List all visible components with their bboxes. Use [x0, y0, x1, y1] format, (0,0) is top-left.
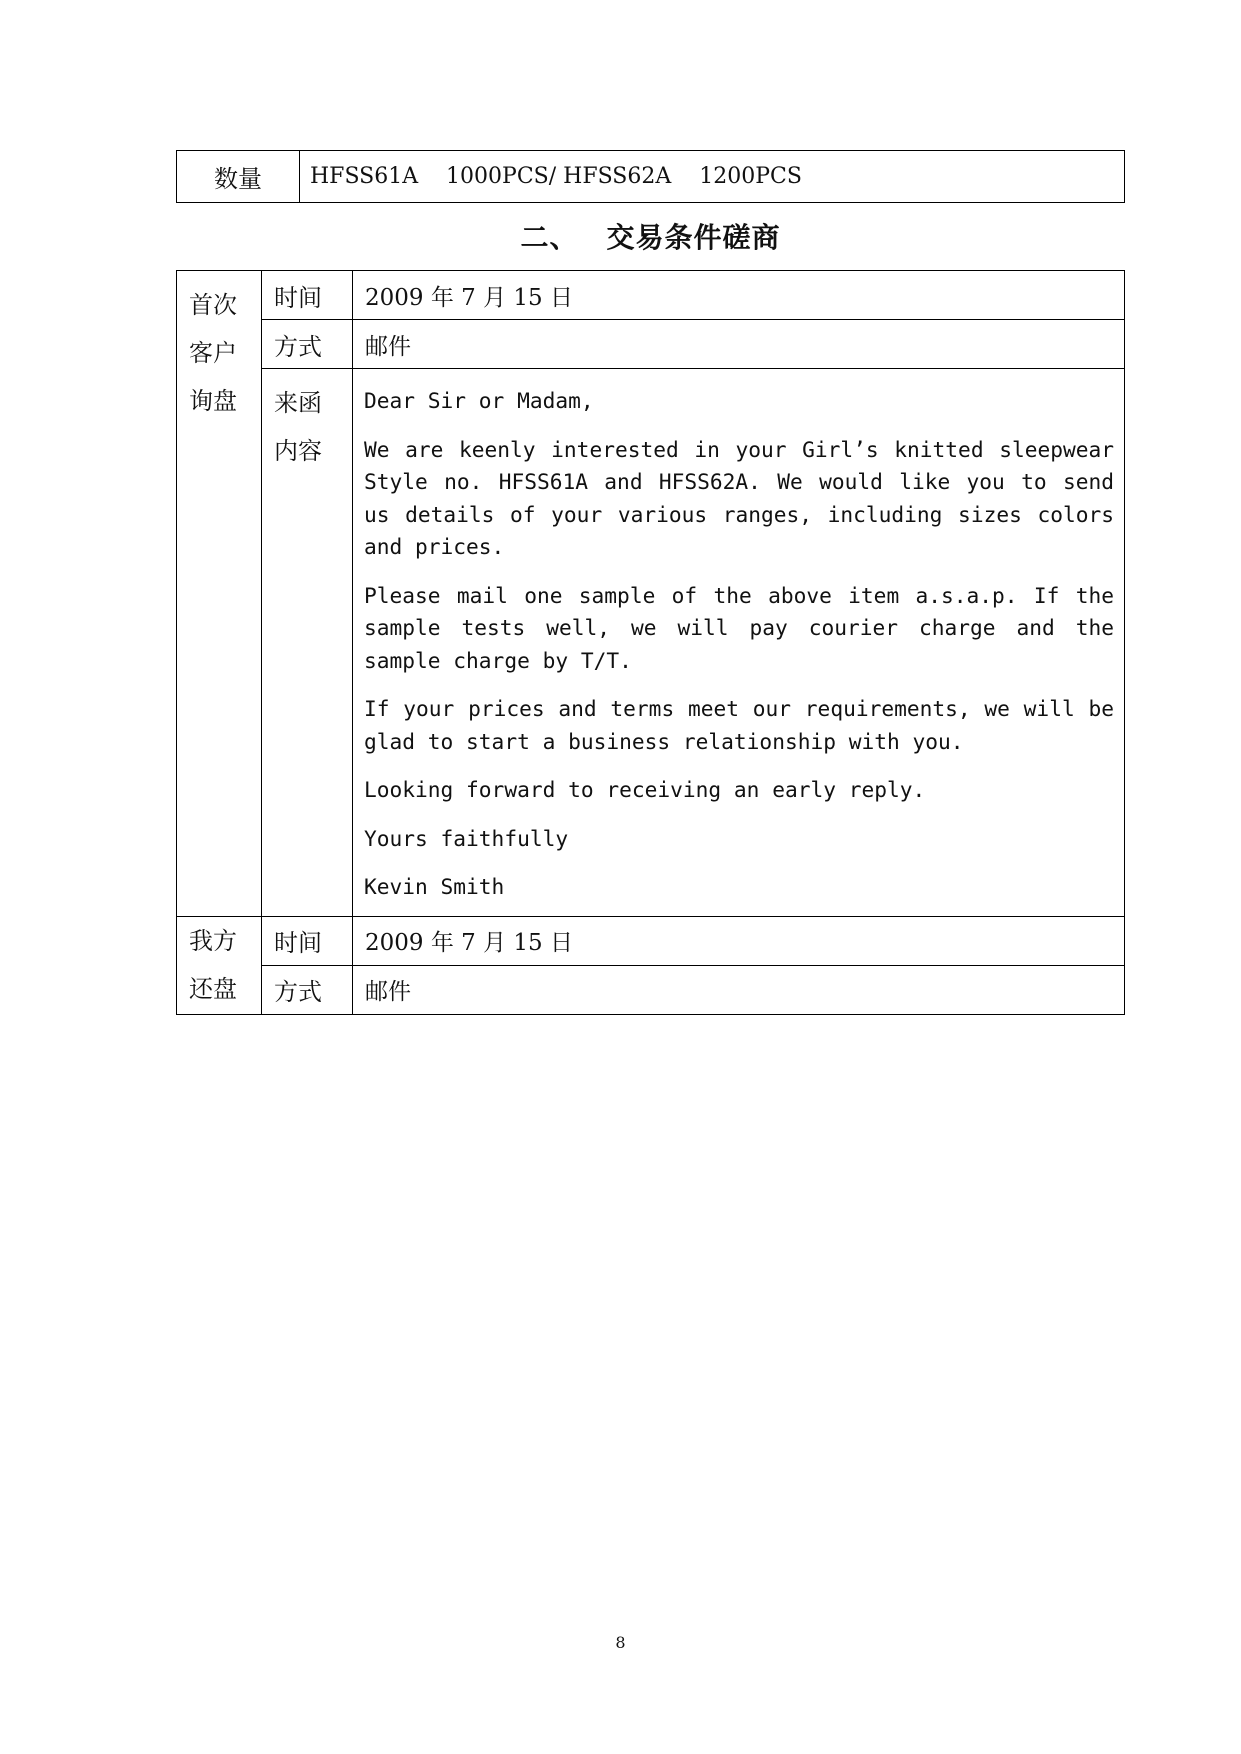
counter-offer-label-line: 我方: [189, 926, 237, 955]
counter-method-label: 方式: [262, 965, 353, 1014]
counter-offer-label: [177, 916, 262, 1014]
letter-paragraph: Please mail one sample of the above item a.s.a.p. If the sample tests well, we will pay courier charge and the sample charge by T/T.: [364, 582, 1114, 673]
inquiry-content-row: [177, 369, 1125, 917]
counter-time-value: 2009 年 7 月 15 日: [353, 916, 1125, 965]
letter-paragraph: If your prices and terms meet our requirements, we will be glad to start a business relationship with you.: [364, 696, 1114, 754]
letter-paragraph: We are keenly interested in your Girl’s knitted sleepwear Style no. HFSS61A and HFSS62A. We would like you to send us details of your various ranges, including sizes colors and prices.: [364, 436, 1114, 559]
letter-salutation: Dear Sir or Madam,: [364, 388, 594, 413]
first-inquiry-label: [177, 271, 262, 917]
content-label-line: 内容: [274, 437, 322, 465]
inquiry-method-label: 方式: [262, 320, 353, 369]
quantity-row: [177, 151, 1125, 203]
inquiry-content-label: [262, 369, 353, 917]
letter-paragraph: Looking forward to receiving an early reply.: [364, 777, 926, 802]
counter-time-label: 时间: [262, 916, 353, 965]
inquiry-method-row: [177, 320, 1125, 369]
inquiry-time-value: 2009 年 7 月 15 日: [353, 271, 1125, 320]
quantity-value: HFSS61A 1000PCS/ HFSS62A 1200PCS: [300, 151, 1125, 203]
section-number: 二、: [520, 221, 579, 254]
negotiation-table: [176, 270, 1125, 1015]
counter-method-value: 邮件: [353, 965, 1125, 1014]
first-inquiry-label-line: 首次: [189, 291, 237, 319]
counter-time-row: [177, 916, 1125, 965]
counter-offer-label-line: 还盘: [189, 974, 237, 1003]
section-title: 交易条件磋商: [606, 221, 781, 254]
inquiry-letter: [353, 369, 1125, 917]
content-label-line: 来函: [274, 389, 322, 417]
first-inquiry-label-line: 客户: [189, 339, 237, 367]
inquiry-time-label: 时间: [262, 271, 353, 320]
letter-closing: Yours faithfully: [364, 825, 569, 851]
inquiry-time-row: [177, 271, 1125, 320]
page-number: 8: [615, 1633, 626, 1652]
quantity-table: [176, 150, 1125, 203]
quantity-label: 数量: [177, 151, 300, 203]
first-inquiry-label-line: 询盘: [189, 387, 237, 415]
section-heading: [176, 216, 1125, 256]
counter-method-row: [177, 965, 1125, 1014]
letter-signature: Kevin Smith: [364, 874, 505, 899]
inquiry-method-value: 邮件: [353, 320, 1125, 369]
